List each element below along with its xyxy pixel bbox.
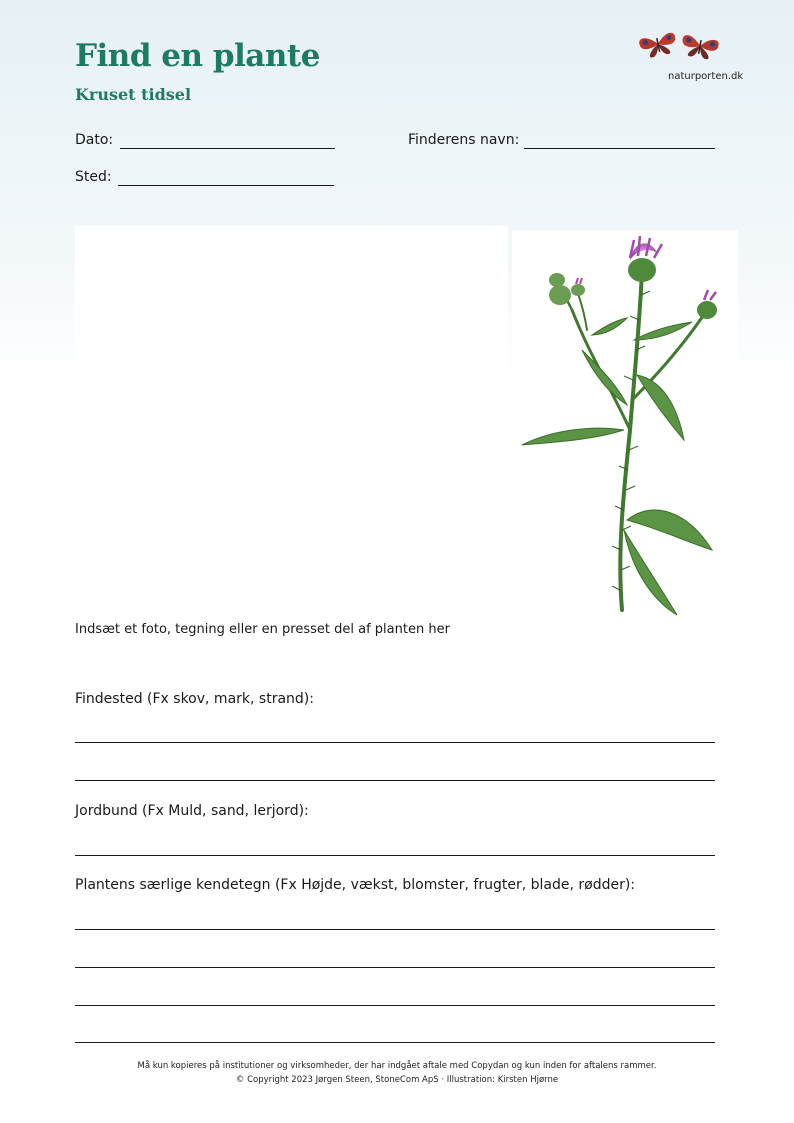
jordbund-line-1[interactable] — [75, 855, 715, 856]
kendetegn-line-2[interactable] — [75, 967, 715, 968]
findested-line-2[interactable] — [75, 780, 715, 781]
photo-caption: Indsæt et foto, tegning eller en presset del af planten her — [75, 622, 450, 637]
findested-label: Findested (Fx skov, mark, strand): — [75, 691, 314, 707]
jordbund-label: Jordbund (Fx Muld, sand, lerjord): — [75, 803, 309, 819]
date-label: Dato: — [75, 132, 114, 148]
findested-line-1[interactable] — [75, 742, 715, 743]
kendetegn-label: Plantens særlige kendetegn (Fx Højde, vækst, blomster, frugter, blade, rødder): — [75, 877, 636, 893]
footer-copyright: © Copyright 2023 Jørgen Steen, StoneCom ApS · Illustration: Kirsten Hjørne — [235, 1075, 559, 1085]
page-title: Find en plante — [75, 38, 320, 74]
logo-text: naturporten.dk — [668, 71, 744, 82]
page-subtitle: Kruset tidsel — [75, 85, 192, 104]
footer-license: Må kun kopieres på institutioner og virksomheder, der har indgået aftale med Copydan og kun inden for aftalens rammer. — [137, 1061, 657, 1071]
thistle-plant-illustration — [512, 230, 738, 632]
kendetegn-line-4[interactable] — [75, 1042, 715, 1043]
finder-name-input-line[interactable] — [524, 148, 715, 149]
place-input-line[interactable] — [118, 185, 334, 186]
kendetegn-line-3[interactable] — [75, 1005, 715, 1006]
date-input-line[interactable] — [120, 148, 335, 149]
photo-insert-area[interactable] — [75, 226, 508, 611]
kendetegn-line-1[interactable] — [75, 929, 715, 930]
place-label: Sted: — [75, 169, 112, 185]
finder-name-label: Finderens navn: — [408, 132, 520, 148]
